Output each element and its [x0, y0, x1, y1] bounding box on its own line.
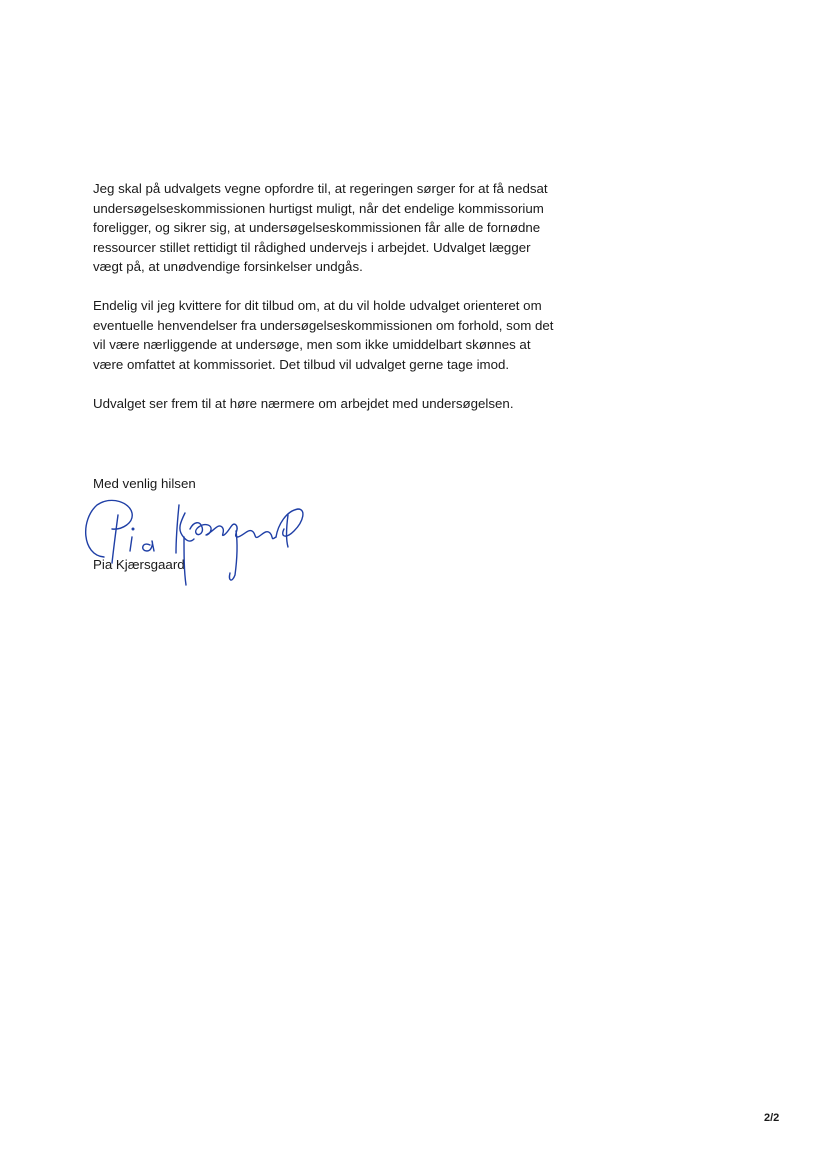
letter-body — [93, 179, 613, 433]
signer-name: Pia Kjærsgaard — [93, 557, 185, 572]
closing-salutation: Med venlig hilsen — [93, 476, 196, 491]
paragraph-acknowledgement: Endelig vil jeg kvittere for dit tilbud om, at du vil holde udvalget orienteret om eventuelle henvendelser fra undersøgelseskommissionen om forhold, som det vil være nærliggende at undersøge, men som ikke umiddelbart skønnes at være omfattet at kommissoriet. Det tilbud vil udvalget gerne tage imod. — [93, 298, 554, 372]
handwritten-signature — [72, 485, 322, 595]
paragraph-request: Jeg skal på udvalgets vegne opfordre til, at regeringen sørger for at få nedsat undersøgelseskommissionen hurtigst muligt, når det endelige kommissorium foreligger, og sikrer sig, at undersøgelseskommissionen får alle de fornødne ressourcer stillet rettidigt til rådighed undervejs i arbejdet. Udvalget lægger vægt på, at unødvendige forsinkelser undgås. — [93, 181, 548, 274]
paragraph-outlook: Udvalget ser frem til at høre nærmere om arbejdet med undersøgelsen. — [93, 395, 514, 411]
page-number: 2/2 — [764, 1112, 780, 1124]
